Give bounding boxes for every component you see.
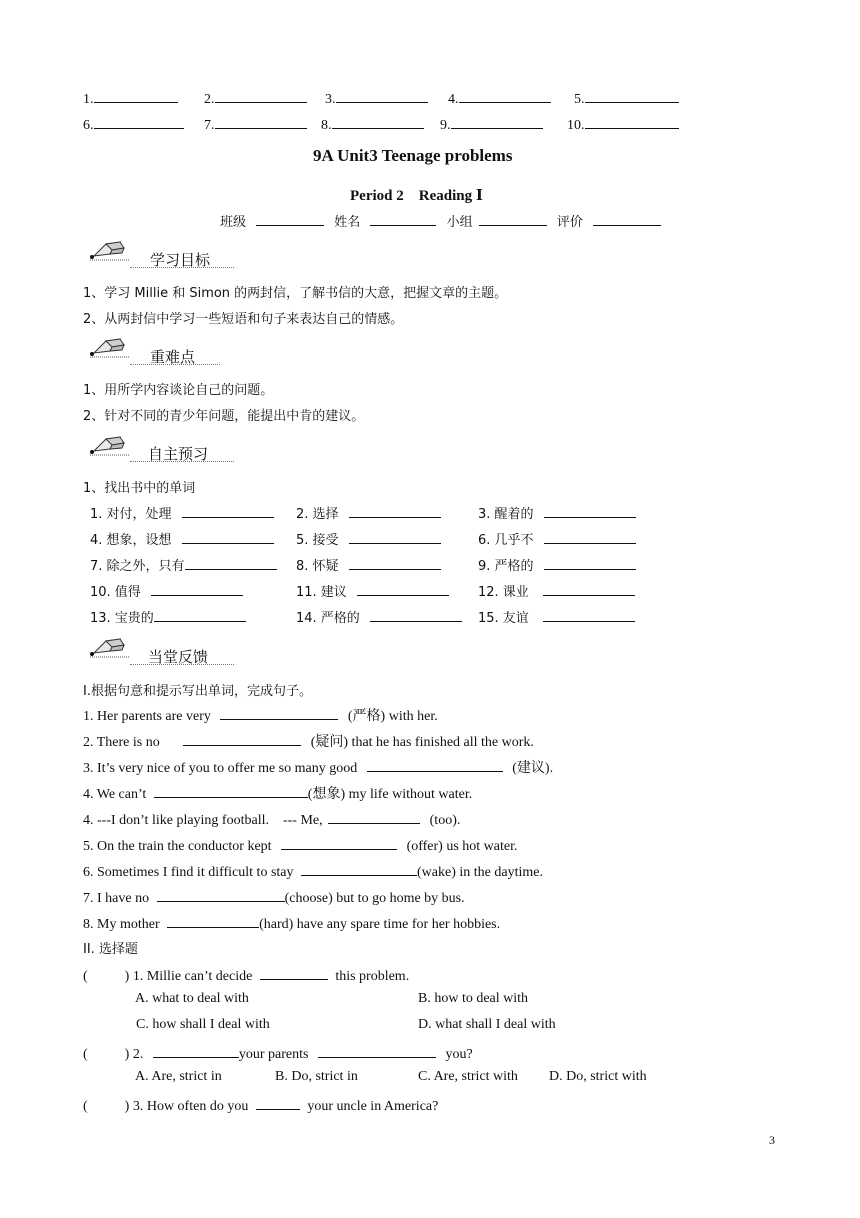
grade-field[interactable]	[593, 211, 661, 226]
answer-blank[interactable]	[183, 731, 301, 746]
vocab-item[interactable]: 12. 课业	[478, 581, 635, 600]
book-icon	[86, 335, 132, 359]
option-b[interactable]: B. how to deal with	[418, 991, 529, 1006]
heading-underline	[130, 267, 234, 268]
vocab-item[interactable]: 6. 几乎不	[478, 529, 636, 548]
answer-blank[interactable]	[367, 757, 503, 772]
option-d[interactable]: D. what shall I deal with	[418, 1017, 556, 1032]
answer-blank[interactable]	[154, 783, 308, 798]
mc-question: ( ) 1. Millie can’t decide this problem.	[83, 965, 409, 985]
mc-question: ( ) 2. your parents you?	[83, 1043, 473, 1063]
answer-blank[interactable]	[301, 861, 417, 876]
class-field[interactable]	[256, 211, 324, 226]
key-point-item: 2、针对不同的青少年问题，能提出中肯的建议。	[83, 409, 365, 424]
book-icon	[86, 433, 132, 457]
part1-title: I.根据句意和提示写出单词，完成句子。	[83, 684, 312, 699]
vocab-item[interactable]: 2. 选择	[296, 503, 441, 522]
answer-slot[interactable]: 1.	[83, 88, 178, 108]
group-label: 小组	[446, 215, 473, 230]
section-heading-preview: 自主预习	[148, 445, 209, 463]
vocab-item[interactable]: 13. 宝贵的	[90, 607, 246, 626]
group-field[interactable]	[479, 211, 547, 226]
vocab-item[interactable]: 11. 建议	[296, 581, 449, 600]
grade-label: 评价	[556, 215, 583, 230]
option-c[interactable]: C. how shall I deal with	[136, 1017, 270, 1032]
fill-sentence: 6. Sometimes I find it difficult to stay (wake) in the daytime.	[83, 861, 543, 881]
vocab-item[interactable]: 1. 对付，处理	[90, 503, 274, 522]
answer-blank[interactable]	[220, 705, 338, 720]
answer-slot[interactable]: 7.	[204, 114, 307, 134]
name-label: 姓名	[334, 215, 361, 230]
fill-sentence: 4. We can’t (想象) my life without water.	[83, 783, 472, 803]
heading-underline	[130, 461, 234, 462]
answer-blank[interactable]	[157, 887, 285, 902]
answer-slot[interactable]: 2.	[204, 88, 307, 108]
book-icon	[86, 238, 132, 262]
answer-blank[interactable]	[318, 1043, 436, 1058]
fill-sentence: 2. There is no (疑问) that he has finished all the work.	[83, 731, 534, 751]
vocab-item[interactable]: 14. 严格的	[296, 607, 462, 626]
objective-item: 1、学习 Millie 和 Simon 的两封信，了解书信的大意，把握文章的主题。	[83, 286, 508, 301]
answer-slot[interactable]: 3.	[325, 88, 428, 108]
vocab-item[interactable]: 15. 友谊	[478, 607, 635, 626]
vocab-item[interactable]: 5. 接受	[296, 529, 441, 548]
fill-sentence: 5. On the train the conductor kept (offer) us hot water.	[83, 835, 518, 855]
objective-item: 2、从两封信中学习一些短语和句子来表达自己的情感。	[83, 312, 404, 327]
heading-underline	[130, 664, 234, 665]
fill-sentence: 7. I have no (choose) but to go home by bus.	[83, 887, 465, 907]
vocab-item[interactable]: 3. 醒着的	[478, 503, 636, 522]
answer-slot[interactable]: 8.	[321, 114, 424, 134]
class-label: 班级	[220, 215, 247, 230]
section-heading-key-points: 重难点	[150, 348, 196, 366]
answer-blank[interactable]	[256, 1095, 300, 1110]
option-a[interactable]: A. Are, strict in	[135, 1069, 222, 1084]
page-title: 9A Unit3 Teenage problems	[313, 146, 513, 165]
page-number: 3	[769, 1133, 775, 1147]
option-b[interactable]: B. Do, strict in	[275, 1069, 358, 1084]
key-point-item: 1、用所学内容谈论自己的问题。	[83, 383, 274, 398]
answer-slot[interactable]: 9.	[440, 114, 543, 134]
fill-sentence: 4. ---I don’t like playing football. --- Me, (too).	[83, 809, 460, 829]
vocab-item[interactable]: 8. 怀疑	[296, 555, 441, 574]
period-subtitle: Period 2 Reading Ⅰ	[350, 188, 483, 204]
answer-blank[interactable]	[167, 913, 259, 928]
fill-sentence: 3. It’s very nice of you to offer me so many good (建议).	[83, 757, 553, 777]
answer-slot[interactable]: 10.	[567, 114, 679, 134]
answer-slot[interactable]: 6.	[83, 114, 184, 134]
vocab-item[interactable]: 7. 除之外，只有	[90, 555, 277, 574]
option-a[interactable]: A. what to deal with	[135, 991, 249, 1006]
answer-blank[interactable]	[260, 965, 328, 980]
fill-sentence: 8. My mother (hard) have any spare time for her hobbies.	[83, 913, 500, 933]
part2-title: II. 选择题	[83, 942, 138, 957]
section-heading-feedback: 当堂反馈	[148, 648, 209, 666]
answer-blank[interactable]	[281, 835, 397, 850]
answer-blank[interactable]	[153, 1043, 239, 1058]
preview-intro: 1、找出书中的单词	[83, 481, 196, 496]
info-line	[220, 211, 667, 230]
section-heading-objectives: 学习目标	[150, 251, 211, 269]
answer-slot[interactable]: 5.	[574, 88, 679, 108]
option-c[interactable]: C. Are, strict with	[418, 1069, 518, 1084]
answer-slot[interactable]: 4.	[448, 88, 551, 108]
fill-sentence: 1. Her parents are very (严格) with her.	[83, 705, 438, 725]
vocab-item[interactable]: 4. 想象，设想	[90, 529, 274, 548]
name-field[interactable]	[370, 211, 436, 226]
vocab-item[interactable]: 9. 严格的	[478, 555, 636, 574]
vocab-item[interactable]: 10. 值得	[90, 581, 243, 600]
answer-blank[interactable]	[328, 809, 420, 824]
heading-underline	[130, 364, 220, 365]
mc-question: ( ) 3. How often do you your uncle in America?	[83, 1095, 438, 1115]
option-d[interactable]: D. Do, strict with	[549, 1069, 647, 1084]
book-icon	[86, 635, 132, 659]
